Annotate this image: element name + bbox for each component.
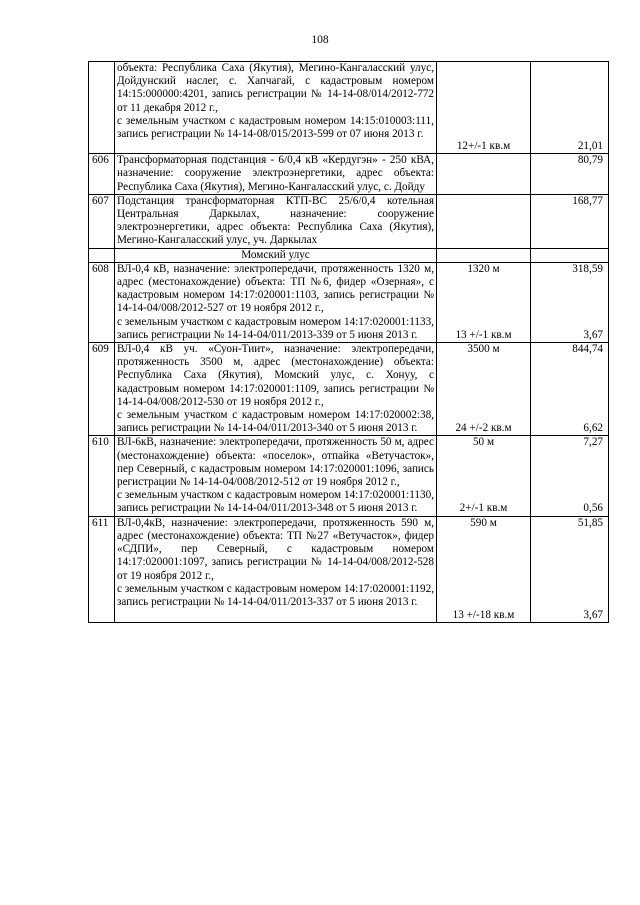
- region-row: [89, 248, 609, 262]
- object-quantity: 3500 м: [467, 343, 500, 356]
- row-quantity: [437, 62, 531, 154]
- object-text: объекта: Республика Саха (Якутия), Мегино-Кангаласский улус, Дойдунский наслег, с. Хапчагай, с кадастровым номером 14:15:000000:4201, запись регистрации № 14-14-08/014/2012-772 от 11 декабря 2012 г.,: [117, 62, 434, 114]
- property-table: [88, 61, 609, 623]
- row-value: [531, 436, 609, 516]
- object-value: 844,74: [572, 343, 603, 356]
- land-plot-quantity: 24 +/-2 кв.м: [455, 422, 512, 435]
- table-row: [89, 343, 609, 436]
- row-value: 168,77: [531, 194, 609, 248]
- row-value: 80,79: [531, 154, 609, 195]
- row-description: [115, 62, 437, 154]
- land-plot-text: с земельным участком с кадастровым номером 14:17:020001:1133, запись регистрации № 14-14-04/011/2013-339 от 5 июня 2013 г.: [117, 315, 434, 341]
- land-plot-value: 0,56: [583, 502, 603, 515]
- object-quantity: [439, 62, 528, 140]
- row-quantity: [437, 516, 531, 622]
- land-plot-value: 21,01: [577, 140, 603, 152]
- object-value: 51,85: [577, 516, 603, 529]
- land-plot-text: с земельным участком с кадастровым номером 14:17:020001:1130, запись регистрации № 14-14-04/011/2013-348 от 5 июня 2013 г.: [117, 489, 434, 515]
- page-number: 108: [311, 34, 329, 46]
- table-row: [89, 262, 609, 342]
- land-plot-text: с земельным участком с кадастровым номером 14:17:020001:1192, запись регистрации № 14-14-04/011/2013-337 от 5 июня 2013 г.: [117, 582, 434, 608]
- object-text: Трансформаторная подстанция - 6/0,4 кВ «Кердугэн» - 250 кВА, назначение: сооружение электроэнергетики, адрес объекта: Республика Саха (Якутия), Мегино-Кангаласский улус, с. Дойду: [117, 154, 434, 193]
- object-quantity: 1320 м: [467, 262, 500, 275]
- land-plot-value: 3,67: [583, 328, 603, 341]
- row-value: [531, 516, 609, 622]
- row-description: [115, 194, 437, 248]
- table-row: [89, 516, 609, 622]
- row-quantity: [437, 194, 531, 248]
- table-row: [89, 62, 609, 154]
- land-plot-quantity: 12+/-1 кв.м: [456, 140, 511, 152]
- row-quantity: [437, 262, 531, 342]
- row-number: 608: [89, 262, 115, 342]
- row-quantity: [437, 343, 531, 436]
- row-value: [531, 62, 609, 154]
- object-value: [533, 62, 603, 140]
- object-value: 7,27: [583, 436, 603, 449]
- object-text: ВЛ-0,4 кВ уч. «Суон-Тиит», назначение: электропередачи, протяженность 3500 м, адрес (местонахождение) объекта: Республика Саха (Якутия), Момский улус, с. Хонуу, с кадастровым номером 14:17:020001:1109, запись регистрации № 14-14-04/008/2012-530 от 19 ноября 2012 г.,: [117, 343, 434, 408]
- row-quantity: [437, 154, 531, 195]
- row-description: [115, 436, 437, 516]
- row-value: [531, 343, 609, 436]
- table-row: [89, 194, 609, 248]
- row-description: [115, 343, 437, 436]
- region-title: Момский улус: [115, 248, 437, 262]
- land-plot-text: с земельным участком с кадастровым номером 14:15:010003:111, запись регистрации № 14-14-08/015/2013-599 от 07 июня 2013 г.: [117, 114, 434, 141]
- row-number: 609: [89, 343, 115, 436]
- object-text: ВЛ-6кВ, назначение: электропередачи, протяженность 50 м, адрес (местонахождение) объекта: «поселок», отпайка «Ветучасток», пер Северный, с кадастровым номером 14:17:020001:1096, запись регистрации № 14-14-04/008/2012-512 от 19 ноября 2012 г.,: [117, 436, 434, 489]
- object-text: ВЛ-0,4 кВ, назначение: электропередачи, протяженность 1320 м, адрес (местонахождение) объекта: ТП №6, фидер «Озерная», с кадастровым номером 14:17:020001:1103, запись регистрации № 14-14-04/008/2012-527 от 19 ноября 2012 г.,: [117, 262, 434, 315]
- row-description: [115, 262, 437, 342]
- row-number: 607: [89, 194, 115, 248]
- object-text: Подстанция трансформаторная КТП-ВС 25/6/0,4 котельная Центральная Даркылах, назначение: сооружение электроэнергетики, адрес объекта: Республика Саха (Якутия), Мегино-Кангаласский улус, уч. Даркылах: [117, 194, 434, 247]
- table-row: [89, 154, 609, 195]
- object-quantity: 590 м: [470, 516, 497, 529]
- object-quantity: 50 м: [472, 436, 495, 449]
- land-plot-quantity: 2+/-1 кв.м: [459, 502, 508, 515]
- land-plot-value: 3,67: [583, 608, 603, 621]
- row-value: [531, 262, 609, 342]
- land-plot-value: 6,62: [583, 422, 603, 435]
- row-number: 610: [89, 436, 115, 516]
- land-plot-quantity: 13 +/-18 кв.м: [452, 608, 515, 621]
- row-number: [89, 62, 115, 154]
- row-number: 606: [89, 154, 115, 195]
- row-quantity: [437, 436, 531, 516]
- row-description: [115, 516, 437, 622]
- row-description: [115, 154, 437, 195]
- land-plot-quantity: 13 +/-1 кв.м: [455, 328, 512, 341]
- row-number: 611: [89, 516, 115, 622]
- land-plot-text: с земельным участком с кадастровым номером 14:17:020002:38, запись регистрации № 14-14-04/011/2013-340 от 5 июня 2013 г.: [117, 409, 434, 435]
- object-value: 318,59: [572, 262, 603, 275]
- table-row: [89, 436, 609, 516]
- object-text: ВЛ-0,4кВ, назначение: электропередачи, протяженность 590 м, адрес (местонахождение) объекта: ТП №27 «Ветучасток», фидер «СДПИ», пер Северный, с кадастровым номером 14:17:020001:1097, запись регистрации № 14-14-04/008/2012-528 от 19 ноября 2012 г.,: [117, 516, 434, 582]
